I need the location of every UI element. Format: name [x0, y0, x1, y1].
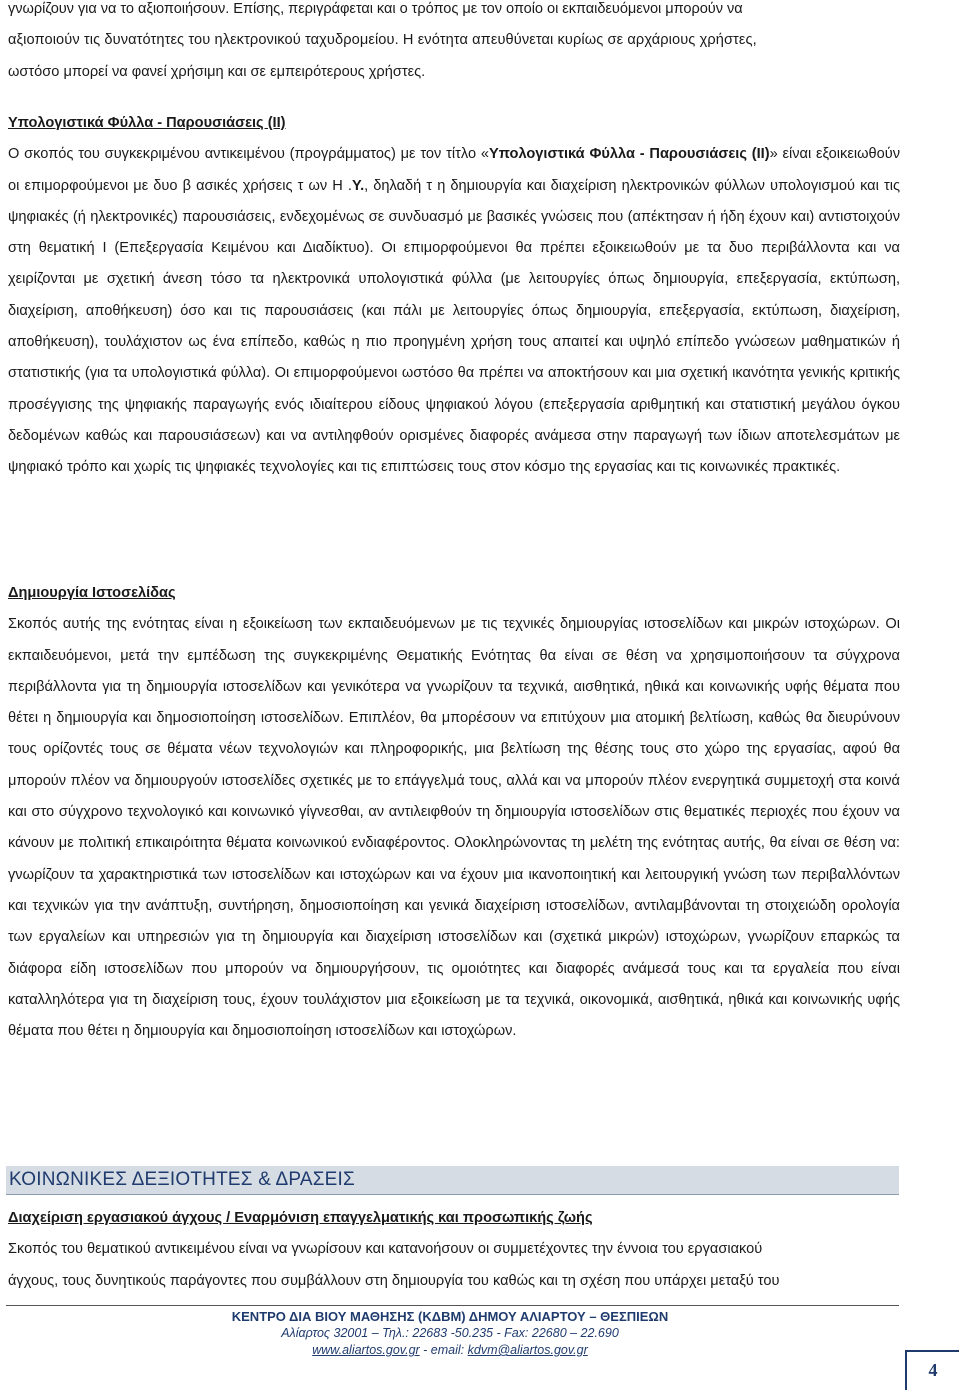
section-heading: Διαχείριση εργασιακού άγχους / Εναρμόνιση επαγγελματικής και προσωπικής ζωής [8, 1210, 593, 1226]
intro-line: αξιοποιούν τις δυνατότητες του ηλεκτρονικού ταχυδρομείου. Η ενότητα απευθύνεται κυρίως σε αρχάριους χρήστες, [8, 32, 757, 49]
paragraph-text: Ο σκοπός του συγκεκριμένου αντικειμένου (προγράμματος) με τον τίτλο « [8, 146, 490, 163]
footer [0, 1308, 900, 1359]
email-link[interactable]: kdvm@aliartos.gov.gr [467, 1343, 588, 1357]
section-line: Σκοπός του θεματικού αντικειμένου είναι να γνωρίσουν και κατανοήσουν οι συμμετέχοντες την έννοια του εργασιακού [8, 1241, 763, 1258]
course-title: Υπολογιστικά Φύλλα - Παρουσιάσεις (ΙΙ) [489, 146, 770, 163]
intro-line: γνωρίζουν για να το αξιοποιήσουν. Επίσης, περιγράφεται και ο τρόπος με τον οποίο οι εκπαιδευόμενοι μπορούν να [8, 1, 743, 17]
section-heading: Δημιουργία Ιστοσελίδας [8, 585, 176, 601]
intro-paragraph [8, 0, 900, 88]
paragraph-text: , δηλαδή τ η δημιουργία και διαχείριση ηλεκτρονικών φύλλων υπολογισμού και τις ψηφιακές (ή ηλεκτρονικές) παρουσιάσεις, ενδεχομένως σε συνδυασμό με βασικές γνώσεις που (απέκτησαν ή ήδη έχουν και) αντιστοιχούν στη θεματική Ι (Επεξεργασία Κειμένου και Διαδίκτυο). Οι επιμορφούμενοι θα πρέπει εξοικειωθούν με τα δυο περιβάλλοντα και να χειρίζονται με σχετική άνεση τόσο τα ηλεκτρονικά υπολογιστικά φύλλα (με λειτουργίες όπως δημιουργία, επεξεργασία, εκτύπωση, διαχείριση, αποθήκευση) όσο και τις παρουσιάσεις (και πάλι με λειτουργίες όπως δημιουργία, επεξεργασία, εκτύπωση, διαχείριση, αποθήκευση), τουλάχιστον ως ένα επίπεδο, καθώς η πιο προηγμένη χρήση τους απαιτεί και υψηλό επίπεδο γνώσεων μαθηματικών ή στατιστικής (για τα υπολογιστικά φύλλα). Οι επιμορφούμενοι ωστόσο θα πρέπει να αποκτήσουν και μια σχετική ικανότητα γενικής κριτικής προσέγγισης της ψηφιακής παραγωγής ενός ιδιαίτερου είδους ψηφιακού λόγου (επεξεργασία αριθμητική και στατιστική μεγάλου όγκου δεδομένων καθώς και παρουσιάσεων) και να αντιληφθούν ορισμένες διαφορές ανάμεσα στην παραγωγή των ίδιων αποτελεσμάτων με ψηφιακό τρόπο και χωρίς τις ψηφιακές τεχνολογίες και τις επιπτώσεις τους στον κόσμο της εργασίας και τις κοινωνικές πρακτικές. [8, 177, 900, 476]
footer-contact: Αλίαρτος 32001 – Τηλ.: 22683 -50.235 - Fax: 22680 – 22.690 [281, 1326, 619, 1340]
section-heading: Υπολογιστικά Φύλλα - Παρουσιάσεις (ΙΙ) [8, 115, 286, 131]
website-link[interactable]: www.aliartos.gov.gr [312, 1343, 420, 1357]
section-line: άγχους, τους δυνητικούς παράγοντες που συμβάλλουν στη δημιουργία του καθώς και τη σχέση που υπάρχει μεταξύ του [8, 1272, 780, 1289]
section-paragraph [8, 139, 900, 483]
paragraph-text: » είναι εξοικειωθούν οι επιμορφούμενοι με δυο β ασικές χρήσεις τ ων Η . [8, 146, 900, 194]
section-banner-title: ΚΟΙΝΩΝΙΚΕΣ ΔΕΞΙΟΤΗΤΕΣ & ΔΡΑΣΕΙΣ [9, 1169, 355, 1190]
section-paragraph: Σκοπός αυτής της ενότητας είναι η εξοικείωση των εκπαιδευόμενων με τις τεχνικές δημιουργίας ιστοσελίδων και μικρών ιστοχώρων. Οι εκπαιδευόμενοι, μετά την εμπέδωση της συγκεκριμένης Θεματικής Ενότητας θα είναι σε θέση να χρησιμοποιήσουν τα σύγχρονα περιβάλλοντα για τη δημιουργία ιστοσελίδων και γενικότερα να γνωρίζουν τα τεχνικά, αισθητικά, ηθικά και κοινωνικής υφής θέματα που θέτει η δημιουργία και δημοσιοποίηση ιστοσελίδων. Επιπλέον, θα μπορέσουν να επιτύχουν μια ατομική βελτίωση, καθώς θα διευρύνουν τους ορίζοντές τους σε θέματα νέων τεχνολογιών και πληροφορικής, μια βελτίωση της θέσης τους στο χώρο της εργασίας, αφού θα μπορούν πλέον να δημιουργούν ιστοσελίδες σχετικές με το επάγγελμά τους, αλλά και να μπορούν πλέον ενεργητικά συμμετοχή στα κοινά και στο σύγχρονο τεχνολογικό και κοινωνικό γίγνεσθαι, αν αντιλειφθούν τη δημιουργία ιστοσελίδων στις θεματικές περιοχές που έχουν να κάνουν με πολιτική επικαιρόιτητα θέματα κοινωνικού ενδιαφέροντος. Ολοκληρώνοντας τη μελέτη της ενότητας αυτής, θα είναι σε θέση να: γνωρίζουν τα χαρακτηριστικά των ιστοσελίδων και ιστοχώρων και να έχουν μια ικανοποιητική και λειτουργική γνώση των περιβαλλόντων και τεχνικών για την ανάπτυξη, συντήρηση, δημοσιοποίηση και γενικά διαχείριση ιστοσελίδων, αντιλαμβάνονται τη στοιχειώδη ορολογία των εργαλείων και υπηρεσιών για τη δημιουργία και διαχείριση ιστοσελίδων και (σχετικά μικρών) ιστοχώρων, γνωρίζουν επαρκώς τα διάφορα είδη ιστοσελίδων που μπορούν να δημιουργήσουν, τις ομοιότητες και διαφορές ανάμεσά τους και τα εργαλεία που είναι καταλληλότερα για τη διαχείριση τους, έχουν τουλάχιστον μια εξοικείωση με τα τεχνικά, οικονομικά, αισθητικά, ηθικά και κοινωνικής υφής θέματα που θέτει η δημιουργία και δημοσιοποίηση ιστοσελίδων και ιστοχώρων. [8, 616, 900, 1040]
stress-section [8, 1203, 900, 1297]
abbreviation: Υ. [351, 177, 365, 194]
spreadsheets-section [8, 108, 900, 484]
footer-links [0, 1342, 900, 1359]
email-label: - email: [419, 1343, 468, 1357]
section-banner [6, 1166, 899, 1195]
footer-divider [6, 1305, 899, 1306]
website-section [8, 578, 900, 1047]
footer-organization: ΚΕΝΤΡΟ ΔΙΑ ΒΙΟΥ ΜΑΘΗΣΗΣ (ΚΔΒΜ) ΔΗΜΟΥ ΑΛΙΑΡΤΟΥ – ΘΕΣΠΙΕΩΝ [231, 1309, 669, 1324]
page-number: 4 [905, 1350, 959, 1390]
intro-line: ωστόσο μπορεί να φανεί χρήσιμη και σε εμπειρότερους χρήστες. [8, 63, 426, 80]
